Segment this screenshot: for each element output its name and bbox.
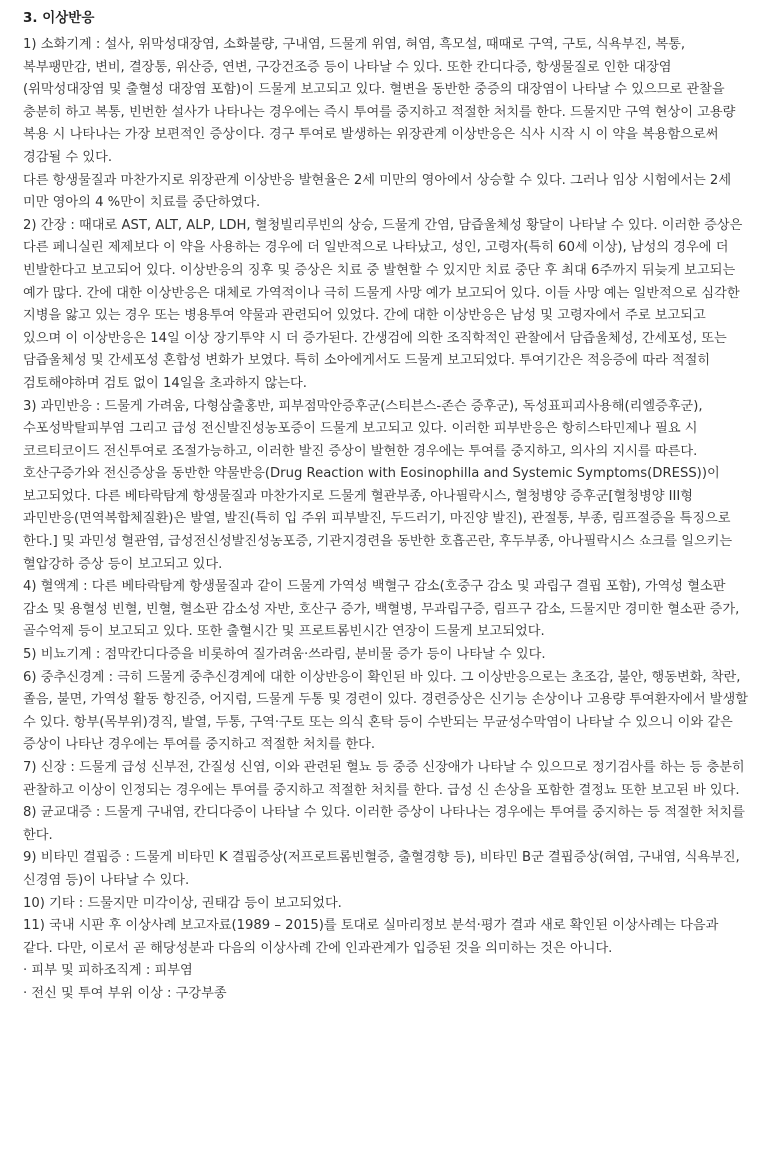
paragraph-liver: 2) 간장 : 때대로 AST, ALT, ALP, LDH, 혈청빌리루빈의 상승, 드물게 간염, 담즙울체성 황달이 나타날 수 있다. 이러한 증상은 다른 페니실린 제제보다 이 약을 사용하는 경우에 더 일반적으로 나타났고, 성인, 고령자(특히 60세 이상), 남성의 경우에 더 빈발한다고 보고되어 있다. 이상반응의 징후 및 증상은 치료 중 발현할 수 있지만 치료 중단 후 최대 6주까지 뒤늦게 보고되는 예가 많다. 간에 대한 이상반응은 대체로 가역적이나 극히 드물게 사망 예가 보고되어 있다. 이들 사망 예는 일반적으로 심각한 지병을 앓고 있는 경우 또는 병용투여 약물과 관련되어 있었다. 간에 대한 이상반응은 남성 및 고령자에서 주로 보고되고 있으며 이 이상반응은 14일 이상 장기투약 시 더 증가된다. 간생검에 의한 조직학적인 관찰에서 담즙울체성, 간세포성, 또는 담즙울체성 및 간세포성 혼합성 변화가 보였다. 특히 소아에게서도 드물게 보고되었다. 투여기간은 적응증에 따라 적절히 검토해야하며 검토 없이 14일을 초과하지 않는다. — [23, 217, 743, 391]
paragraph-other: 10) 기타 : 드물지만 미각이상, 권태감 등이 보고되었다. — [23, 895, 342, 911]
paragraph-hypersensitivity: 3) 과민반응 : 드물게 가려움, 다형삼출홍반, 피부점막안증후군(스티븐스-존슨 증후군), 독성표피괴사용해(리엘증후군), 수포성박탈피부염 그리고 급성 전신발진성농포증이 드물게 보고되고 있다. 이러한 피부반응은 항히스타민제나 필요 시 코르티코이드 전신투여로 조절가능하고, 이러한 발진 증상이 발현한 경우에는 투여를 중지하고, 의사의 지시를 따른다. 호산구증가와 전신증상을 동반한 약물반응(Drug Reaction with Eosinophilla and Systemic Symptoms(DRESS))이 보고되었다. 다른 베타락탐계 항생물질과 마찬가지로 드물게 혈관부종, 아나필락시스, 혈청병양 증후군[혈청병양 III형 과민반응(면역복합체질환)은 발열, 발진(특히 입 주위 피부발진, 두드러기, 마진양 발진), 관절통, 부종, 림프절증을 특징으로 한다.] 및 과민성 혈관염, 급성전신성발진성농포증, 기관지경련을 동반한 호흡곤란, 후두부종, 아나필락시스 쇼크를 일으키는 혈압강하 증상 등이 보고되고 있다. — [23, 398, 733, 572]
paragraph-cns: 6) 중추신경계 : 극히 드물게 중추신경계에 대한 이상반응이 확인된 바 있다. 그 이상반응으로는 초조감, 불안, 행동변화, 착란, 졸음, 불면, 가역성 활동 항진증, 어지럼, 드물게 두통 및 경련이 있다. 경련증상은 신기능 손상이나 고용량 투여환자에서 발생할 수 있다. 항부(목부위)경직, 발열, 두통, 구역·구토 또는 의식 혼탁 등이 수반되는 무균성수막염이 나타날 수 있으니 이와 같은 증상이 나타난 경우에는 투여를 중지하고 적절한 처치를 한다. — [23, 669, 748, 753]
paragraph-postmarketing: 11) 국내 시판 후 이상사례 보고자료(1989 – 2015)를 토대로 실마리정보 분석·평가 결과 새로 확인된 이상사례는 다음과 같다. 다만, 이로서 곧 해당성분과 다음의 이상사례 간에 인과관계가 입증된 것을 의미하는 것은 아니다. — [23, 918, 719, 956]
paragraph-superinfection: 8) 균교대증 : 드물게 구내염, 칸디다증이 나타날 수 있다. 이러한 증상이 나타나는 경우에는 투여를 중지하는 등 적절한 처치를 한다. — [23, 805, 745, 843]
list-item-systemic: · 전신 및 투여 부위 이상 : 구강부종 — [23, 985, 227, 1001]
list-item-skin: · 피부 및 피하조직계 : 피부염 — [23, 963, 193, 979]
paragraph-kidney: 7) 신장 : 드물게 급성 신부전, 간질성 신염, 이와 관련된 혈뇨 등 중증 신장애가 나타날 수 있으므로 정기검사를 하는 등 충분히 관찰하고 이상이 인정되는 경우에는 투여를 중지하고 적절한 처치를 한다. 급성 신 손상을 포함한 결정뇨 또한 보고된 바 있다. — [23, 760, 745, 798]
paragraph-vitamin-deficiency: 9) 비타민 결핍증 : 드물게 비타민 K 결핍증상(저프로트롬빈혈증, 출혈경향 등), 비타민 B군 결핍증상(혀염, 구내염, 식욕부진, 신경염 등)이 나타날 수 있다. — [23, 850, 740, 888]
paragraph-urinary: 5) 비뇨기계 : 점막칸디다증을 비롯하여 질가려움·쓰라림, 분비물 증가 등이 나타날 수 있다. — [23, 647, 546, 663]
paragraph-gastrointestinal: 1) 소화기계 : 설사, 위막성대장염, 소화불량, 구내염, 드물게 위염, 혀염, 흑모설, 때때로 구역, 구토, 식욕부진, 복통, 복부팽만감, 변비, 결장통, 위산증, 연변, 구강건조증 등이 나타날 수 있다. 또한 칸디다증, 항생물질로 인한 대장염(위막성대장염 및 출혈성 대장염 포함)이 드물게 보고되고 있다. 혈변을 동반한 중증의 대장염이 나타날 수 있으므로 관찰을 충분히 하고 복통, 빈번한 설사가 나타나는 경우에는 즉시 투여를 중지하고 적절한 처치를 한다. 드물지만 구역 현상이 고용량 복용 시 나타나는 가장 보편적인 증상이다. 경구 투여로 발생하는 위장관계 이상반응은 식사 시작 시 이 약을 복용함으로써 경감될 수 있다. — [23, 37, 736, 165]
paragraph-blood: 4) 혈액계 : 다른 베타락탐계 항생물질과 같이 드물게 가역성 백혈구 감소(호중구 감소 및 과립구 결핍 포함), 가역성 혈소판 감소 및 용혈성 빈혈, 빈혈, 혈소판 감소성 자반, 호산구 증가, 백혈병, 무과립구증, 림프구 감소, 드물지만 경미한 혈소판 증가, 골수억제 등이 보고되고 있다. 또한 출혈시간 및 프로트롬빈시간 연장이 드물게 보고되었다. — [23, 579, 740, 640]
paragraph-gastrointestinal-infants: 다른 항생물질과 마찬가지로 위장관계 이상반응 발현율은 2세 미만의 영아에서 상승할 수 있다. 그러나 임상 시험에서는 2세 미만 영아의 4 %만이 치료를 중단하였다. — [23, 172, 732, 211]
section-heading: 3. 이상반응 — [23, 10, 95, 26]
